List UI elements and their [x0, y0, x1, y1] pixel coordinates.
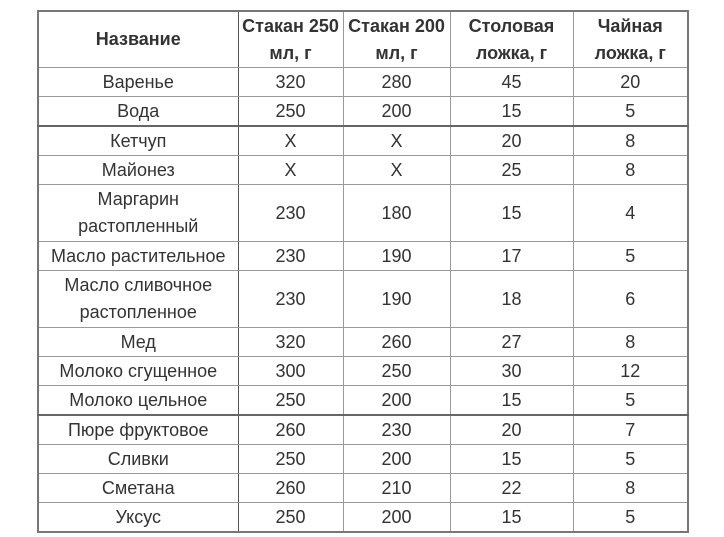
header-tablespoon: Столовая ложка, г — [450, 11, 573, 68]
cell-teaspoon: 7 — [573, 415, 688, 445]
table-row — [38, 126, 688, 156]
table-row — [38, 271, 688, 328]
cell-glass-250: 260 — [238, 415, 343, 445]
header-teaspoon: Чайная ложка, г — [573, 11, 688, 68]
measures-table — [37, 10, 689, 533]
cell-glass-200: 200 — [343, 386, 450, 416]
cell-tablespoon: 15 — [450, 97, 573, 127]
cell-glass-200: 190 — [343, 271, 450, 328]
cell-teaspoon: 5 — [573, 503, 688, 533]
header-row — [38, 11, 688, 68]
cell-teaspoon: 5 — [573, 445, 688, 474]
cell-glass-200: 190 — [343, 242, 450, 271]
table-row — [38, 445, 688, 474]
cell-glass-250: 230 — [238, 242, 343, 271]
cell-glass-200: 230 — [343, 415, 450, 445]
cell-name: Масло растительное — [38, 242, 238, 271]
table-row — [38, 328, 688, 357]
cell-name: Кетчуп — [38, 126, 238, 156]
table-row — [38, 156, 688, 185]
cell-tablespoon: 22 — [450, 474, 573, 503]
header-glass-200: Стакан 200 мл, г — [343, 11, 450, 68]
table-header — [38, 11, 688, 68]
cell-name: Пюре фруктовое — [38, 415, 238, 445]
table-container — [37, 10, 687, 533]
cell-tablespoon: 45 — [450, 68, 573, 97]
cell-teaspoon: 8 — [573, 474, 688, 503]
table-row — [38, 242, 688, 271]
cell-tablespoon: 25 — [450, 156, 573, 185]
cell-glass-250: Х — [238, 156, 343, 185]
table-row — [38, 474, 688, 503]
cell-glass-200: 200 — [343, 503, 450, 533]
cell-teaspoon: 5 — [573, 386, 688, 416]
cell-name: Сливки — [38, 445, 238, 474]
table-row — [38, 185, 688, 242]
cell-name: Варенье — [38, 68, 238, 97]
cell-tablespoon: 18 — [450, 271, 573, 328]
header-name: Название — [38, 11, 238, 68]
cell-tablespoon: 15 — [450, 185, 573, 242]
cell-glass-250: 250 — [238, 503, 343, 533]
table-row — [38, 503, 688, 533]
cell-teaspoon: 12 — [573, 357, 688, 386]
cell-teaspoon: 4 — [573, 185, 688, 242]
cell-glass-200: Х — [343, 126, 450, 156]
cell-tablespoon: 15 — [450, 503, 573, 533]
cell-teaspoon: 5 — [573, 97, 688, 127]
cell-glass-200: 180 — [343, 185, 450, 242]
cell-glass-200: 250 — [343, 357, 450, 386]
cell-glass-250: 300 — [238, 357, 343, 386]
table-body — [38, 68, 688, 533]
cell-teaspoon: 20 — [573, 68, 688, 97]
cell-glass-250: 250 — [238, 445, 343, 474]
cell-name: Масло сливочное растопленное — [38, 271, 238, 328]
cell-glass-200: 280 — [343, 68, 450, 97]
cell-teaspoon: 8 — [573, 156, 688, 185]
table-row — [38, 357, 688, 386]
cell-tablespoon: 15 — [450, 386, 573, 416]
cell-glass-250: 230 — [238, 185, 343, 242]
cell-name: Молоко цельное — [38, 386, 238, 416]
cell-name: Сметана — [38, 474, 238, 503]
cell-teaspoon: 6 — [573, 271, 688, 328]
cell-glass-250: 250 — [238, 97, 343, 127]
cell-glass-250: 250 — [238, 386, 343, 416]
cell-tablespoon: 15 — [450, 445, 573, 474]
cell-name: Уксус — [38, 503, 238, 533]
cell-teaspoon: 8 — [573, 126, 688, 156]
cell-tablespoon: 30 — [450, 357, 573, 386]
cell-glass-250: 230 — [238, 271, 343, 328]
cell-glass-250: 320 — [238, 328, 343, 357]
table-row — [38, 97, 688, 127]
cell-name: Маргарин растопленный — [38, 185, 238, 242]
cell-glass-200: Х — [343, 156, 450, 185]
cell-glass-200: 210 — [343, 474, 450, 503]
table-row — [38, 415, 688, 445]
cell-glass-200: 200 — [343, 445, 450, 474]
cell-name: Мед — [38, 328, 238, 357]
cell-glass-250: Х — [238, 126, 343, 156]
cell-teaspoon: 5 — [573, 242, 688, 271]
cell-tablespoon: 20 — [450, 126, 573, 156]
cell-name: Молоко сгущенное — [38, 357, 238, 386]
cell-glass-200: 200 — [343, 97, 450, 127]
cell-tablespoon: 20 — [450, 415, 573, 445]
cell-tablespoon: 17 — [450, 242, 573, 271]
header-glass-250: Стакан 250 мл, г — [238, 11, 343, 68]
cell-glass-200: 260 — [343, 328, 450, 357]
cell-glass-250: 260 — [238, 474, 343, 503]
table-row — [38, 68, 688, 97]
table-row — [38, 386, 688, 416]
cell-glass-250: 320 — [238, 68, 343, 97]
cell-name: Вода — [38, 97, 238, 127]
cell-teaspoon: 8 — [573, 328, 688, 357]
cell-name: Майонез — [38, 156, 238, 185]
cell-tablespoon: 27 — [450, 328, 573, 357]
